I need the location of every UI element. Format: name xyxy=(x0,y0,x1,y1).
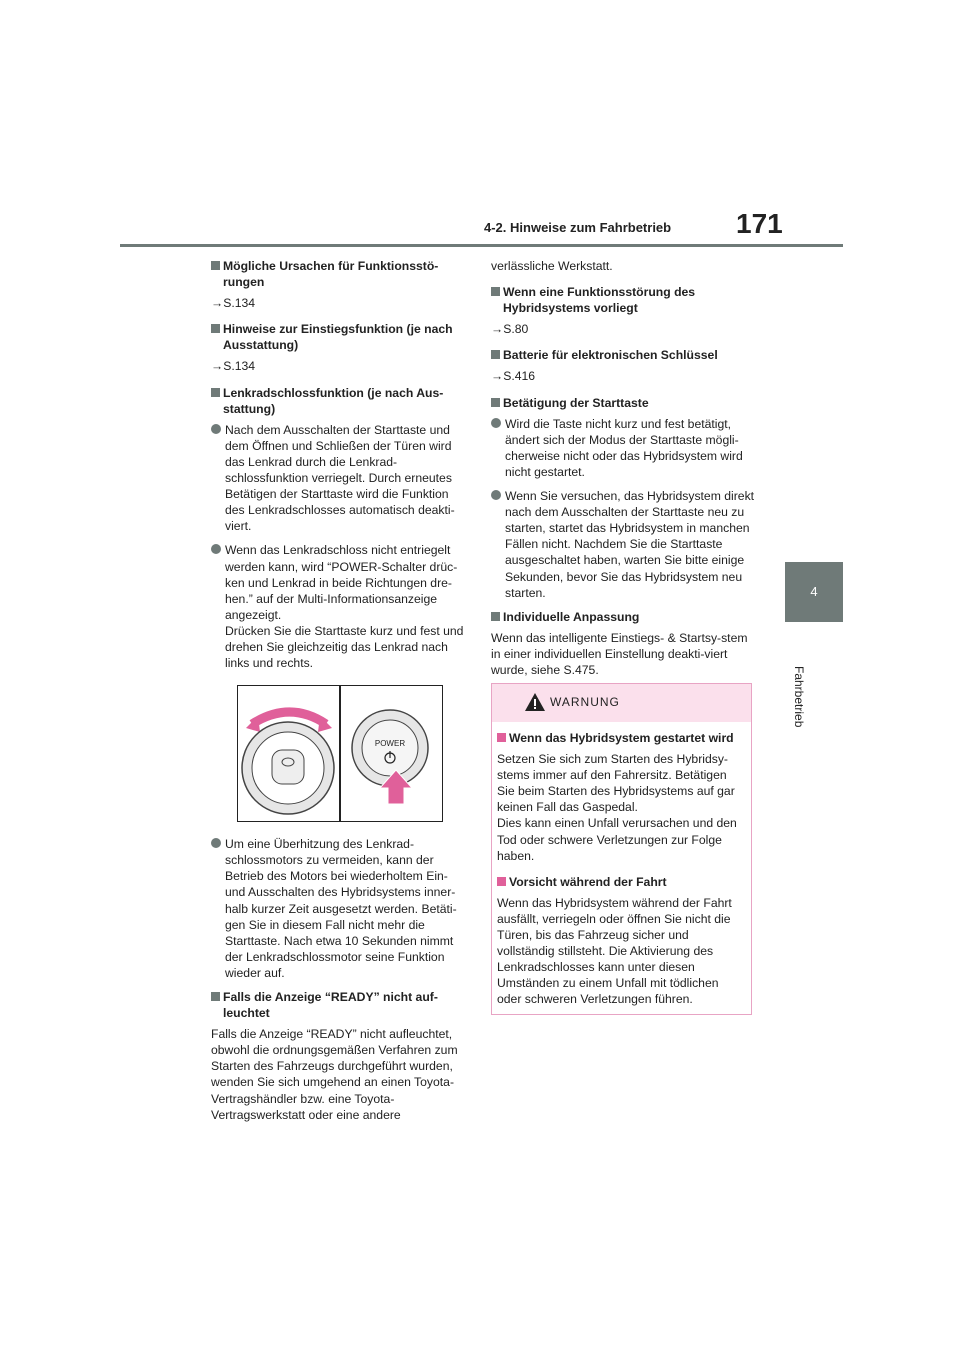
square-bullet-icon xyxy=(497,877,506,886)
warning-box xyxy=(491,683,752,1015)
heading-text: Lenkradschlossfunktion (je nach Aus-stattung) xyxy=(223,385,444,416)
heading xyxy=(211,989,469,1021)
page-reference: →S.80 xyxy=(491,322,529,337)
bullet-text: Drücken Sie die Starttaste kurz und fest und drehen Sie gleichzeitig das Lenkrad nach links und rechts. xyxy=(225,623,464,671)
heading-text: Wenn das Hybridsystem gestartet wird xyxy=(509,731,734,745)
round-bullet-icon xyxy=(211,838,221,848)
page-reference: →S.416 xyxy=(491,369,536,384)
page-number: 171 xyxy=(736,208,783,239)
bullet-text: Wenn Sie versuchen, das Hybridsystem direkt nach dem Ausschalten der Starttaste neu zu starten, startet das Hybridsystem in manchen Fällen nicht. Nachdem Sie die Starttaste ausgeschaltet haben, warten Sie bitte einige Sekunden, bevor Sie das Hybridsystem neu starten. xyxy=(505,489,755,600)
bullet-item xyxy=(211,422,469,535)
heading xyxy=(211,258,469,290)
bullet-text: Wird die Taste nicht kurz und fest betätigt, ändert sich der Modus der Starttaste mögli-cherweise nicht oder das Hybridsystem wird nicht gestartet. xyxy=(505,416,743,479)
heading xyxy=(211,321,469,353)
round-bullet-icon xyxy=(491,418,501,428)
heading xyxy=(491,609,756,625)
heading-text: Wenn eine Funktionsstörung des Hybridsystems vorliegt xyxy=(503,285,696,316)
steering-power-illustration xyxy=(237,685,443,822)
heading xyxy=(211,385,469,417)
square-bullet-icon xyxy=(491,350,500,359)
warning-triangle-icon xyxy=(524,692,546,712)
paragraph-text: Setzen Sie sich zum Starten des Hybridsy-stems immer auf den Fahrersitz. Betätigen Sie beim Starten des Hybridsystems auf gar keinen Fall das Gaspedal. xyxy=(497,752,735,815)
heading xyxy=(491,284,756,316)
square-bullet-icon xyxy=(491,612,500,621)
right-column xyxy=(491,258,756,688)
round-bullet-icon xyxy=(491,490,501,500)
heading-text: Betätigung der Starttaste xyxy=(503,395,649,410)
square-bullet-icon xyxy=(491,398,500,407)
warning-body xyxy=(492,722,751,1008)
bullet-item xyxy=(211,542,469,671)
bullet-text: Wenn das Lenkradschloss nicht entriegelt werden kann, wird “POWER-Schalter drüc-ken und Lenkrad in beide Richtungen dre-hen.” auf der Multi-Informationsanzeige angezeigt. xyxy=(225,543,458,622)
paragraph: verlässliche Werkstatt. xyxy=(491,259,613,273)
heading-text: Falls die Anzeige “READY” nicht auf-leuchtet xyxy=(223,990,438,1021)
chapter-tab: 4 xyxy=(785,562,843,622)
bullet-item xyxy=(491,416,756,480)
heading-text: Mögliche Ursachen für Funktionsstö-rungen xyxy=(223,259,439,290)
heading-text: Vorsicht während der Fahrt xyxy=(509,874,667,889)
square-bullet-icon xyxy=(497,733,506,742)
heading xyxy=(491,347,756,363)
left-column xyxy=(211,258,469,1133)
bullet-item xyxy=(491,488,756,601)
steering-wheel-power-button-icon xyxy=(238,686,442,821)
heading xyxy=(497,730,746,746)
page-reference: →S.134 xyxy=(211,296,256,311)
square-bullet-icon xyxy=(211,261,220,270)
warning-label: WARNUNG xyxy=(550,695,620,709)
power-label: POWER xyxy=(374,739,406,749)
bullet-text: Um eine Überhitzung des Lenkrad-schlossmotors zu vermeiden, kann der Betrieb des Motors bei wiederholtem Ein- und Ausschalten des Hybridsystems inner-halb kurzer Zeit ausgesetzt werden. Betäti-gen Sie in diesem Fall nicht mehr die Starttaste. Nach etwa 10 Sekunden nimmt der Lenkradschlossmotor seine Funktion wieder auf. xyxy=(225,837,457,980)
paragraph: Wenn das intelligente Einstiegs- & Startsy-stem in einer individuellen Einstellung deakti-viert wurde, siehe S.475. xyxy=(491,630,748,677)
chapter-label: Fahrbetrieb xyxy=(792,666,806,728)
heading-text: Batterie für elektronischen Schlüssel xyxy=(503,348,718,363)
bullet-text: Nach dem Ausschalten der Starttaste und dem Öffnen und Schließen der Türen wird das Lenkrad durch die Lenkrad-schlossfunktion verriegelt. Durch erneutes Betätigen der Starttaste wird die Funktion des Lenkradschlosses automatisch deakti-viert. xyxy=(225,422,455,534)
square-bullet-icon xyxy=(211,324,220,333)
square-bullet-icon xyxy=(211,992,220,1001)
warning-header xyxy=(492,684,751,722)
paragraph xyxy=(497,751,746,864)
heading-text: Individuelle Anpassung xyxy=(503,609,640,624)
heading xyxy=(497,874,746,890)
heading xyxy=(491,395,756,411)
square-bullet-icon xyxy=(211,388,220,397)
round-bullet-icon xyxy=(211,424,221,434)
section-title: 4-2. Hinweise zum Fahrbetrieb xyxy=(484,220,672,235)
square-bullet-icon xyxy=(491,287,500,296)
paragraph: Wenn das Hybridsystem während der Fahrt ausfällt, verriegeln oder öffnen Sie nicht die Türen, bis das Fahrzeug sicher und vollständig stillsteht. Die Aktivierung des Lenkradschlosses kann unter diesen Umständen zu einem Unfall mit tödlichen oder schweren Verletzungen führen. xyxy=(497,895,732,1007)
bullet-item xyxy=(211,836,469,981)
round-bullet-icon xyxy=(211,544,221,554)
paragraph: Falls die Anzeige “READY” nicht aufleuchtet, obwohl die ordnungsgemäßen Verfahren zum Starten des Fahrzeugs durchgeführt wurden, wenden Sie sich umgehend an einen Toyota-Vertragshändler bzw. eine Toyota-Vertragswerkstatt oder eine andere xyxy=(211,1027,458,1122)
heading-text: Hinweise zur Einstiegsfunktion (je nach Ausstattung) xyxy=(223,322,453,353)
page-reference: →S.134 xyxy=(211,359,256,374)
header-rule xyxy=(120,244,843,247)
paragraph-text: Dies kann einen Unfall verursachen und den Tod oder schwere Verletzungen zur Folge haben. xyxy=(497,816,737,863)
